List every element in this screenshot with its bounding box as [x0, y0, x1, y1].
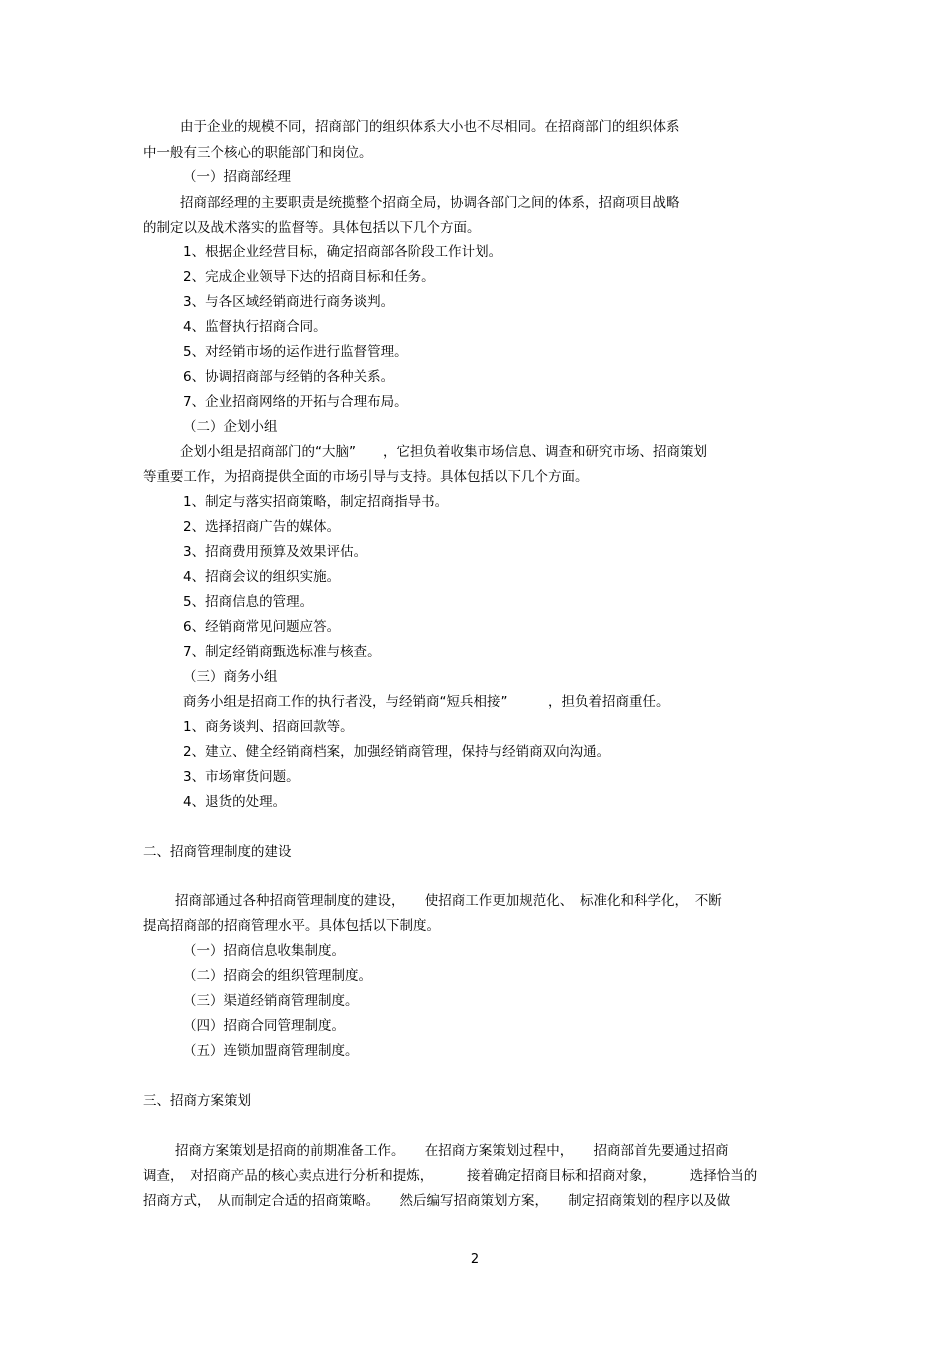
- text-line: 等重要工作，为招商提供全面的市场引导与支持。具体包括以下几个方面。: [143, 469, 589, 485]
- text-line: 由于企业的规模不同，招商部门的组织体系大小也不尽相同。在招商部门的组织体系: [180, 119, 680, 135]
- section-heading: （三）商务小组: [183, 669, 278, 685]
- list-item: 1、制定与落实招商策略，制定招商指导书。: [183, 494, 449, 510]
- text-line: 调查， 对招商产品的核心卖点进行分析和提炼， 接着确定招商目标和招商对象， 选择恰当的: [143, 1168, 758, 1184]
- text-line: 中一般有三个核心的职能部门和岗位。: [143, 145, 373, 161]
- section-heading: （二）企划小组: [183, 419, 278, 435]
- list-item: 4、退货的处理。: [183, 794, 287, 810]
- list-item: （二）招商会的组织管理制度。: [183, 968, 372, 984]
- text-line: 的制定以及战术落实的监督等。具体包括以下几个方面。: [143, 220, 481, 236]
- chapter-heading: 三、招商方案策划: [143, 1093, 251, 1109]
- section-heading: （一）招商部经理: [183, 169, 291, 185]
- list-item: 6、经销商常见问题应答。: [183, 619, 341, 635]
- list-item: 2、完成企业领导下达的招商目标和任务。: [183, 269, 435, 285]
- text-line: 商务小组是招商工作的执行者没，与经销商“短兵相接” ，担负着招商重任。: [183, 694, 670, 710]
- text-line: 招商部通过各种招商管理制度的建设， 使招商工作更加规范化、 标准化和科学化， 不断: [175, 893, 722, 909]
- list-item: 1、根据企业经营目标，确定招商部各阶段工作计划。: [183, 244, 503, 260]
- chapter-heading: 二、招商管理制度的建设: [143, 844, 292, 860]
- text-line: 招商方式， 从而制定合适的招商策略。 然后编写招商策划方案， 制定招商策划的程序以及做: [143, 1193, 731, 1209]
- text-line: 企划小组是招商部门的“大脑” ，它担负着收集市场信息、调查和研究市场、招商策划: [180, 444, 707, 460]
- list-item: 6、协调招商部与经销的各种关系。: [183, 369, 395, 385]
- list-item: 1、商务谈判、招商回款等。: [183, 719, 354, 735]
- page-number: 2: [470, 1252, 480, 1267]
- list-item: 7、制定经销商甄选标准与核查。: [183, 644, 381, 660]
- list-item: （五）连锁加盟商管理制度。: [183, 1043, 359, 1059]
- list-item: 5、招商信息的管理。: [183, 594, 314, 610]
- list-item: （四）招商合同管理制度。: [183, 1018, 345, 1034]
- text-line: 招商部经理的主要职责是统揽整个招商全局，协调各部门之间的体系，招商项目战略: [180, 195, 680, 211]
- text-line: 招商方案策划是招商的前期准备工作。 在招商方案策划过程中， 招商部首先要通过招商: [175, 1143, 729, 1159]
- list-item: 4、监督执行招商合同。: [183, 319, 327, 335]
- list-item: （一）招商信息收集制度。: [183, 943, 345, 959]
- list-item: 2、建立、健全经销商档案，加强经销商管理，保持与经销商双向沟通。: [183, 744, 611, 760]
- list-item: 3、市场窜货问题。: [183, 769, 300, 785]
- list-item: 7、企业招商网络的开拓与合理布局。: [183, 394, 408, 410]
- list-item: 5、对经销市场的运作进行监督管理。: [183, 344, 408, 360]
- text-line: 提高招商部的招商管理水平。具体包括以下制度。: [143, 918, 440, 934]
- list-item: 2、选择招商广告的媒体。: [183, 519, 341, 535]
- list-item: （三）渠道经销商管理制度。: [183, 993, 359, 1009]
- list-item: 3、与各区域经销商进行商务谈判。: [183, 294, 395, 310]
- list-item: 4、招商会议的组织实施。: [183, 569, 341, 585]
- list-item: 3、招商费用预算及效果评估。: [183, 544, 368, 560]
